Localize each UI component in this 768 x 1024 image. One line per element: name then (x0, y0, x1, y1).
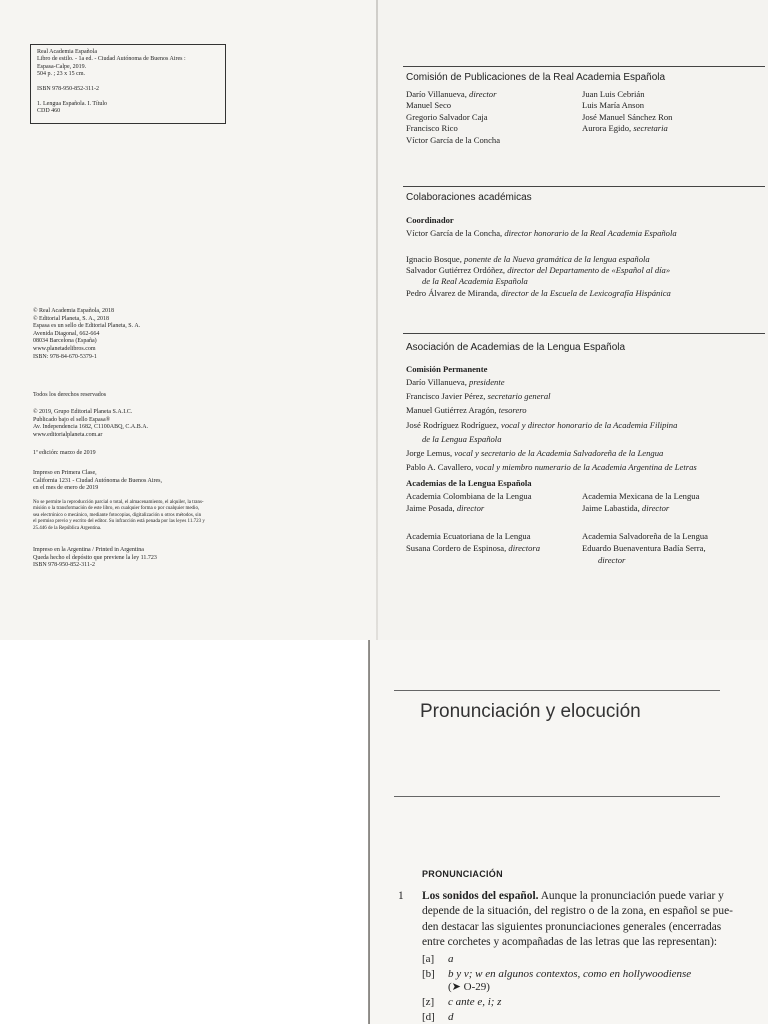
person-row (406, 100, 586, 111)
chapter-page (370, 640, 768, 1024)
person-row (406, 403, 768, 417)
person-row (582, 100, 762, 111)
blank-page (0, 640, 370, 1024)
person-name: Manuel Seco (406, 100, 452, 111)
person-role: presidente (469, 377, 505, 387)
person-name: Jaime Labastida, (582, 503, 642, 513)
publisher-line: Av. Independencia 1682, C1100ABQ, C.A.B.A. (33, 424, 149, 431)
person-row (582, 112, 762, 123)
sound-entry (422, 996, 501, 1009)
academy-entry (406, 530, 592, 554)
person-name: Pedro Álvarez de Miranda, (406, 287, 502, 298)
academy-name: Academia Colombiana de la Lengua (406, 491, 532, 501)
person-role: vocal y secretario de la Academia Salvadoreña de la Lengua (454, 448, 664, 459)
person-role: vocal y miembro numerario de la Academia Argentina de Letras (475, 462, 697, 473)
person-name: Jaime Posada, (406, 503, 457, 513)
sound-entry (422, 968, 691, 994)
person-row (406, 432, 768, 446)
academy-name: Academia Ecuatoriana de la Lengua (406, 531, 531, 541)
copyright-line: www.planetadelibros.com (33, 345, 96, 352)
person-role: director del Departamento de «Español al día» (507, 265, 671, 276)
person-name: Víctor García de la Concha, (406, 228, 505, 238)
legal-line: el permiso previo y escrito del editor. Su infracción está penada por las leyes 11.723 y (33, 519, 205, 525)
academy-entry (406, 490, 592, 514)
printer-block (33, 470, 333, 493)
permanente-label: Comisión Permanente (406, 364, 488, 374)
person-row (406, 112, 586, 123)
asociacion-title: Asociación de Academias de la Lengua Española (406, 342, 626, 353)
academias-label: Academias de la Lengua Española (406, 478, 532, 488)
legal-notice (33, 500, 333, 532)
divider (394, 796, 720, 797)
person-role: secretaria (633, 123, 668, 134)
academy-director (582, 502, 768, 514)
catalog-record-box (30, 44, 226, 124)
edition-line: 1ª edición: marzo de 2019 (33, 450, 96, 456)
person-role: de la Lengua Española (422, 433, 502, 444)
academy-entry (582, 530, 768, 566)
catalog-line: ISBN 978-950-852-311-2 (37, 86, 99, 93)
person-name: Víctor García de la Concha (406, 134, 501, 145)
person-name: Francisco Javier Pérez, (406, 391, 488, 402)
copyright-page (0, 0, 378, 640)
person-name: Pablo A. Cavallero, (406, 462, 476, 473)
sound-line: b y v; w en algunos contextos, como en hollywoodiense (448, 968, 692, 980)
person-role: director honorario de la Real Academia Española (504, 228, 677, 238)
paragraph-line (422, 920, 762, 935)
person-row (406, 276, 766, 287)
paragraph-line (422, 904, 762, 919)
person-name: Eduardo Buenaventura Badía Serra, (582, 543, 706, 553)
person-role: vocal y director honorario de la Academia Filipina (501, 419, 678, 430)
person-role: director de la Escuela de Lexicografía Hispánica (501, 287, 671, 298)
person-name: Manuel Gutiérrez Aragón, (406, 405, 499, 416)
printed-in-block (33, 547, 333, 570)
person-row (406, 135, 586, 146)
academias-grid (406, 490, 768, 580)
phonetic-symbol: [z] (422, 996, 435, 1008)
person-row (582, 123, 762, 134)
comision-left-list (406, 89, 586, 146)
person-role: ponente de la (464, 254, 513, 264)
person-name: Juan Luis Cebrián (582, 89, 645, 99)
person-role: tesorero (498, 405, 527, 416)
divider (403, 333, 765, 334)
person-role: secretario general (487, 391, 551, 402)
comision-title: Comisión de Publicaciones de la Real Academia Española (406, 72, 666, 83)
catalog-line: 504 p. ; 23 x 15 cm. (37, 71, 85, 78)
item-paragraph (422, 889, 762, 950)
comision-right-list (582, 89, 762, 135)
paragraph-text: den destacar las siguientes pronunciaciones generales (encerradas (422, 920, 722, 933)
coordinador-line (406, 228, 766, 239)
person-row (582, 89, 762, 100)
person-name: Ignacio Bosque, (406, 254, 464, 264)
publisher-line: www.editorialplaneta.com.ar (33, 431, 103, 438)
person-name: Gregorio Salvador Caja (406, 111, 488, 122)
person-role: director (456, 503, 485, 513)
person-row (406, 288, 766, 299)
academy-director (406, 542, 592, 554)
paragraph-text: entre corchetes y acompañadas de las letras que las representan): (422, 935, 718, 948)
printed-line: Queda hecho el depósito que previene la ley 11.723 (33, 554, 157, 561)
divider (403, 66, 765, 67)
divider (403, 186, 765, 187)
printed-line: ISBN 978-950-852-311-2 (33, 562, 95, 569)
credits-page (378, 0, 768, 640)
person-extra: Nueva gramática de la lengua española (512, 254, 650, 264)
catalog-line: 1. Lengua Española. I. Título (37, 100, 108, 107)
colaboraciones-list (406, 254, 766, 299)
legal-line: misión o la transformación de este libro, en cualquier forma o por cualquier medio, (33, 506, 200, 512)
permanente-list (406, 375, 768, 474)
person-name: José Manuel Sánchez Ron (582, 111, 673, 122)
sound-description (448, 953, 454, 966)
catalog-line: Libro de estilo. - 1a ed. - Ciudad Autónoma de Buenos Aires : (37, 56, 186, 63)
sound-line: c ante e, i; z (448, 996, 502, 1008)
person-row (406, 418, 768, 432)
person-name: Salvador Gutiérrez Ordóñez, (406, 265, 508, 276)
person-role: director (598, 555, 626, 565)
printer-line: en el mes de enero de 2019 (33, 485, 99, 492)
sound-line: (➤ O-29) (448, 981, 490, 993)
paragraph-line (422, 889, 762, 904)
paragraph-text: Aunque la pronunciación puede variar y (538, 890, 724, 902)
person-name: Jorge Lemus, (406, 448, 455, 459)
rights-reserved: Todos los derechos reservados (33, 392, 107, 398)
paragraph-text: depende de la situación, del registro o de la zona, en español se pue- (422, 905, 733, 918)
person-row (406, 460, 768, 474)
phonetic-symbol: [b] (422, 968, 435, 980)
person-name: Luis María Anson (582, 100, 645, 111)
argentina-publisher-block (33, 409, 333, 439)
person-row (406, 123, 586, 134)
sound-line: d (448, 1011, 454, 1023)
catalog-line: Espasa-Calpe, 2019. (37, 63, 87, 70)
phonetic-symbol: [a] (422, 953, 435, 965)
legal-line: 25.446 de la República Argentina. (33, 525, 102, 531)
copyright-line: ISBN: 978-84-670-5379-1 (33, 353, 97, 360)
printed-line: Impreso en la Argentina / Printed in Argentina (33, 547, 144, 553)
publisher-line: Publicado bajo el sello Espasa® (33, 416, 111, 423)
person-role: director (469, 89, 497, 99)
person-role: directora (508, 543, 541, 553)
catalog-line (37, 79, 219, 86)
sound-description (448, 1011, 454, 1024)
person-name: Aurora Egido, (582, 123, 634, 134)
academy-name: Academia Mexicana de la Lengua (582, 491, 700, 501)
printer-line: Impreso en Primera Clase, (33, 470, 97, 476)
sound-entry (422, 1011, 454, 1024)
divider (394, 690, 720, 691)
sound-description (448, 996, 501, 1009)
catalog-line: CDD 460 (37, 108, 61, 115)
person-row (406, 254, 766, 265)
paragraph-line (422, 935, 762, 950)
person-row (406, 375, 768, 389)
item-heading: Los sonidos del español. (422, 890, 539, 902)
sound-line: a (448, 953, 454, 965)
sound-description (448, 968, 691, 994)
academy-director (582, 542, 768, 554)
coordinador-label: Coordinador (406, 215, 454, 225)
person-row (406, 389, 768, 403)
colaboraciones-title: Colaboraciones académicas (406, 192, 532, 203)
person-name: Darío Villanueva, (406, 377, 470, 387)
person-name: Susana Cordero de Espinosa, (406, 543, 509, 553)
person-role: de la Real Academia Española (422, 276, 528, 287)
copyright-line: © Real Academia Española, 2018 (33, 308, 115, 314)
person-row (406, 446, 768, 460)
publisher-line: © 2019, Grupo Editorial Planeta S.A.I.C. (33, 409, 133, 415)
chapter-title: Pronunciación y elocución (420, 701, 641, 722)
person-row (406, 89, 586, 100)
printer-line: California 1231 - Ciudad Autónoma de Buenos Aires, (33, 477, 162, 484)
section-heading: PRONUNCIACIÓN (422, 869, 503, 879)
catalog-line: Real Academia Española (37, 49, 97, 55)
copyright-line: 08034 Barcelona (España) (33, 338, 97, 345)
item-number: 1 (398, 890, 404, 902)
person-name: Darío Villanueva, (406, 89, 470, 99)
copyright-block (33, 308, 333, 361)
legal-line: sea electrónico o mecánico, mediante fotocopias, digitalización u otros métodos, sin (33, 512, 202, 518)
person-row (406, 265, 766, 276)
legal-line: No se permite la reproducción parcial o total, el almacenamiento, el alquiler, la trans- (33, 500, 204, 505)
catalog-line (37, 93, 219, 100)
phonetic-symbol: [d] (422, 1011, 435, 1023)
academy-director (406, 502, 592, 514)
copyright-line: Avenida Diagonal, 662-664 (33, 330, 100, 337)
academy-name: Academia Salvadoreña de la Lengua (582, 531, 708, 541)
sound-entry (422, 953, 454, 966)
copyright-line: Espasa es un sello de Editorial Planeta, S. A. (33, 323, 141, 330)
person-name: Francisco Rico (406, 123, 458, 134)
copyright-line: © Editorial Planeta, S. A., 2018 (33, 315, 110, 322)
academy-entry (582, 490, 768, 514)
person-name: José Rodríguez Rodríguez, (406, 419, 501, 430)
person-role: director (641, 503, 670, 513)
